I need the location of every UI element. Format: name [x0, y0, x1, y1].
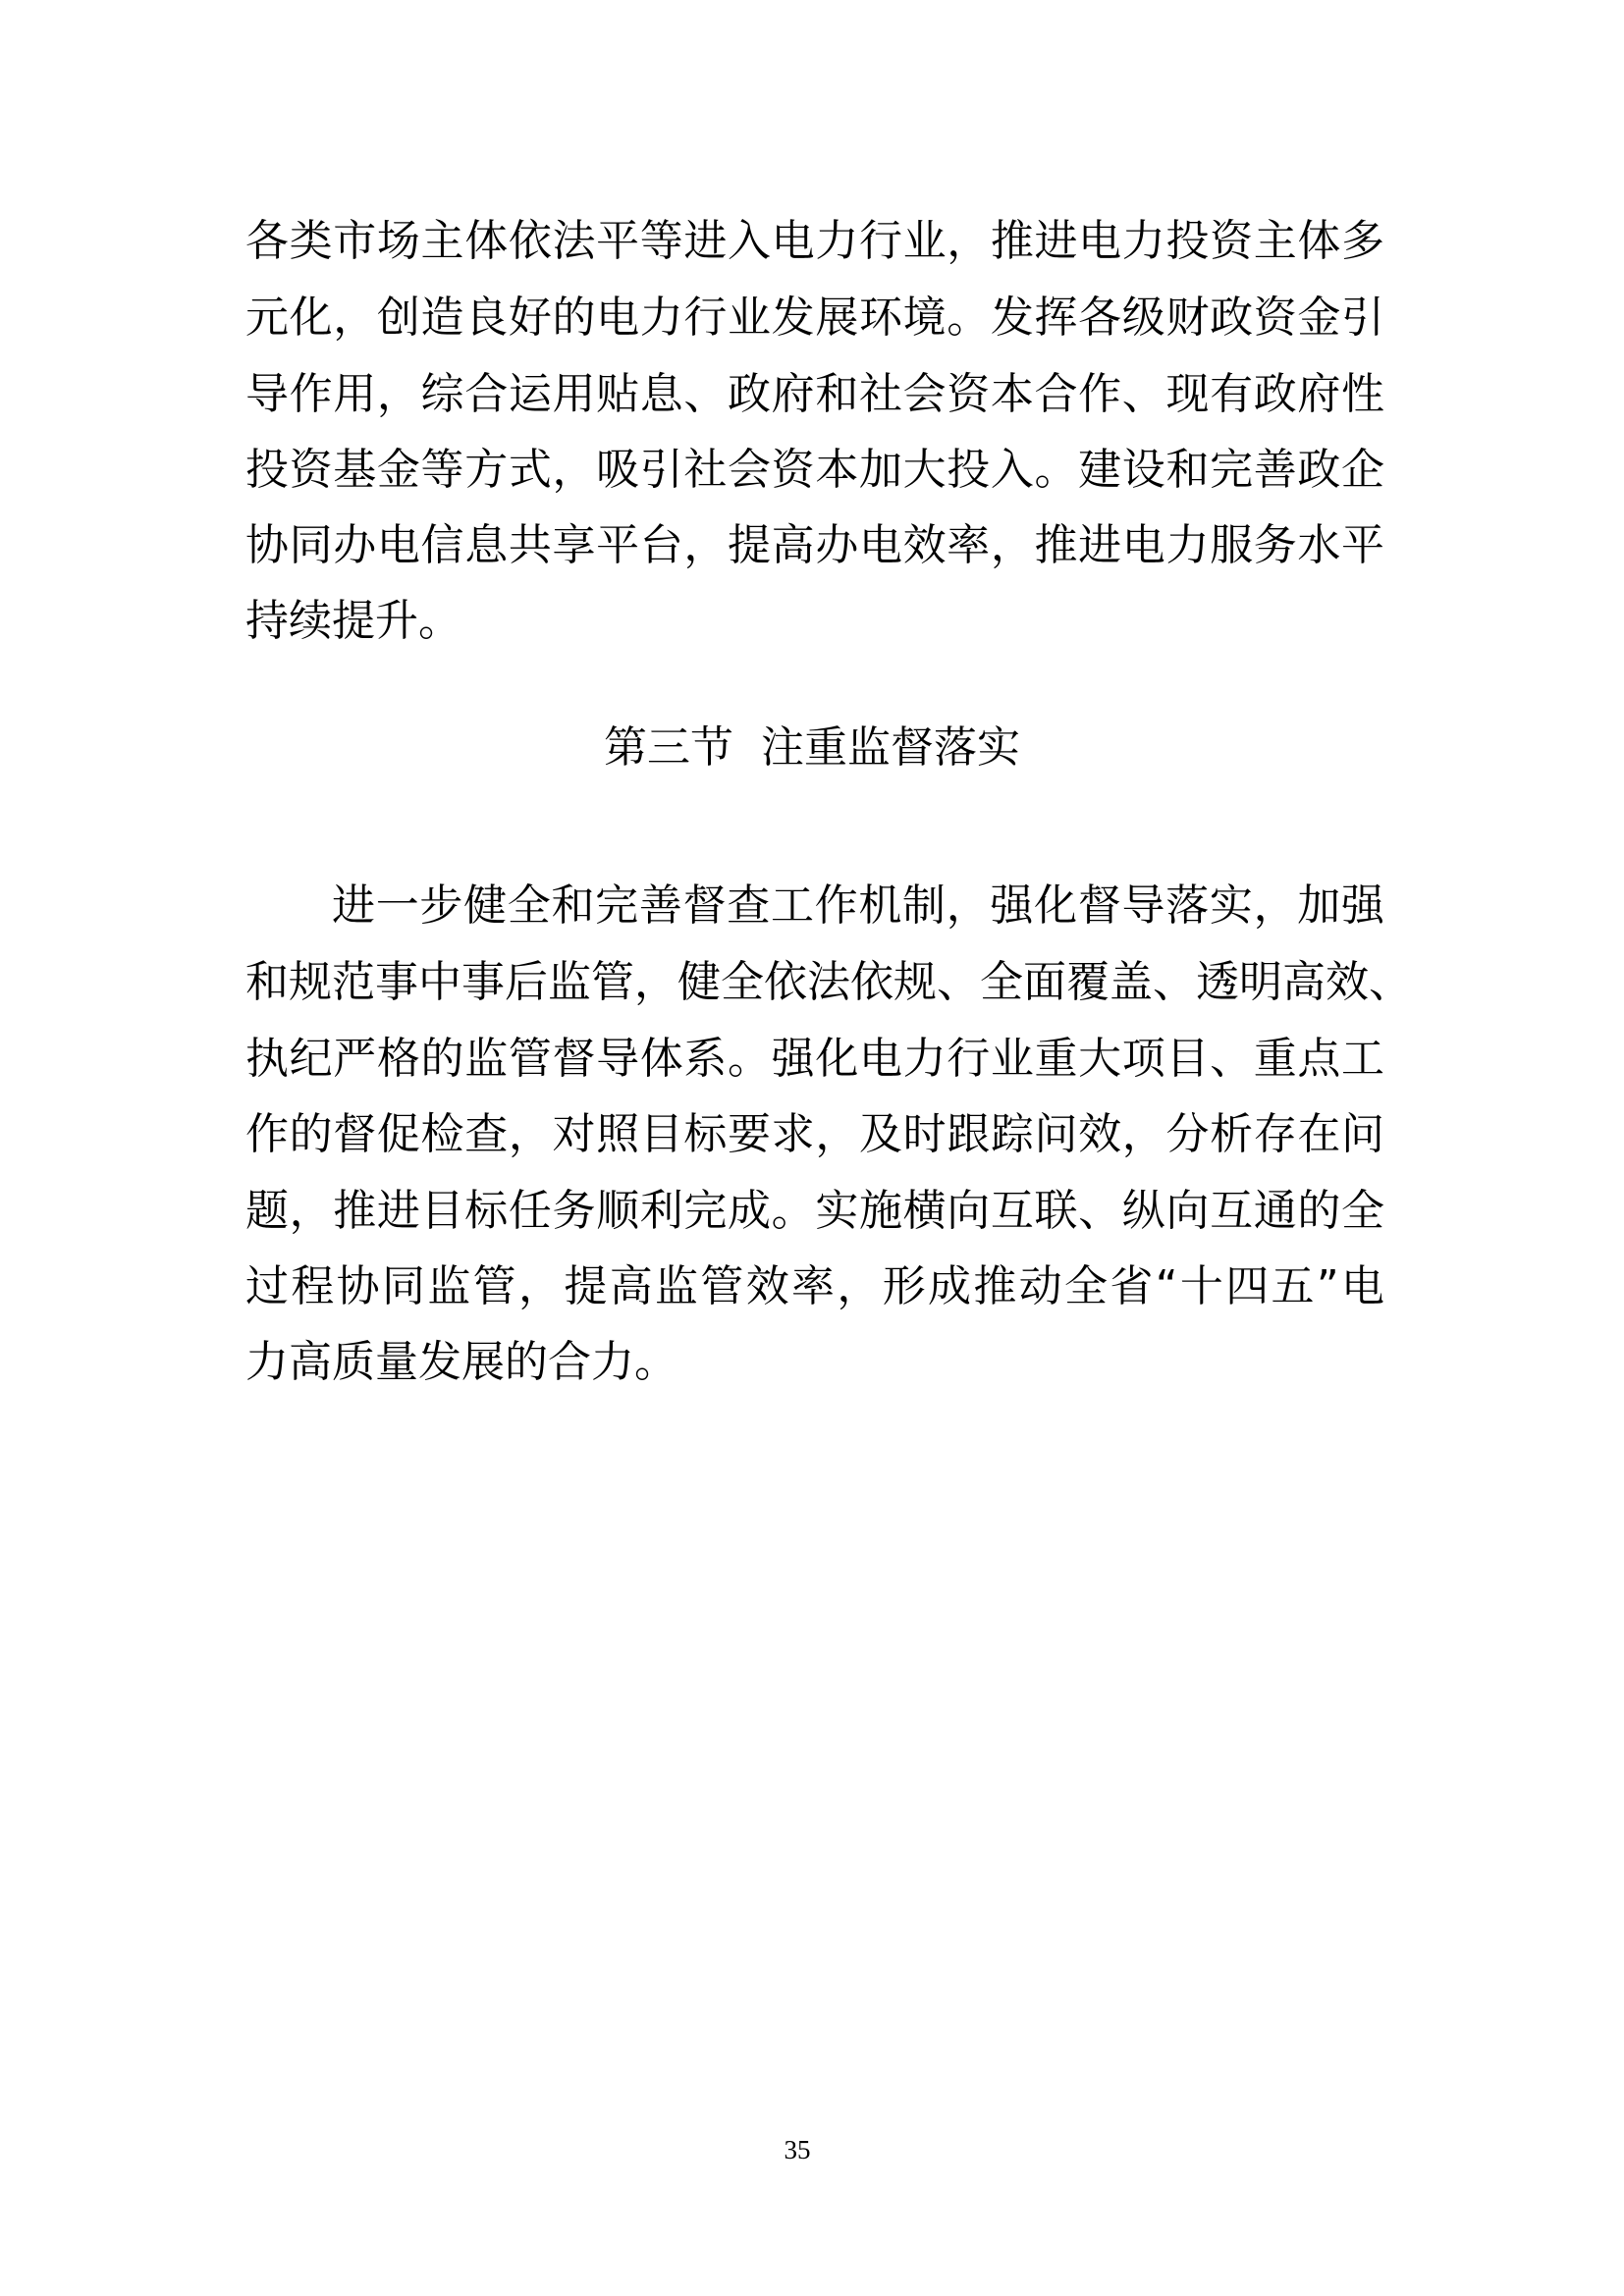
paragraph-line: 执纪严格的监管督导体系。强化电力行业重大项目、重点工 — [245, 1034, 1384, 1084]
paragraph-line: 各类市场主体依法平等进入电力行业，推进电力投资主体多 — [245, 216, 1384, 266]
paragraph-line: 协同办电信息共享平台，提高办电效率，推进电力服务水平 — [245, 520, 1384, 570]
paragraph-line: 持续提升。 — [245, 596, 461, 646]
section-heading: 第三节 注重监督落实 — [604, 722, 1020, 773]
paragraph-line: 进一步健全和完善督查工作机制，强化督导落实，加强 — [332, 881, 1384, 931]
paragraph-line: 导作用，综合运用贴息、政府和社会资本合作、现有政府性 — [245, 369, 1384, 419]
page-number: 35 — [784, 2135, 811, 2164]
paragraph-line: 投资基金等方式，吸引社会资本加大投入。建设和完善政企 — [245, 445, 1384, 495]
paragraph-line: 力高质量发展的合力。 — [245, 1337, 677, 1387]
paragraph-line: 题，推进目标任务顺利完成。实施横向互联、纵向互通的全 — [245, 1186, 1384, 1236]
paragraph-line: 元化，创造良好的电力行业发展环境。发挥各级财政资金引 — [245, 293, 1384, 343]
paragraph-line: 作的督促检查，对照目标要求，及时跟踪问效，分析存在问 — [245, 1109, 1384, 1159]
paragraph-line: 过程协同监管，提高监管效率，形成推动全省“十四五”电 — [245, 1261, 1384, 1311]
paragraph-line: 和规范事中事后监管，健全依法依规、全面覆盖、透明高效、 — [245, 957, 1412, 1007]
